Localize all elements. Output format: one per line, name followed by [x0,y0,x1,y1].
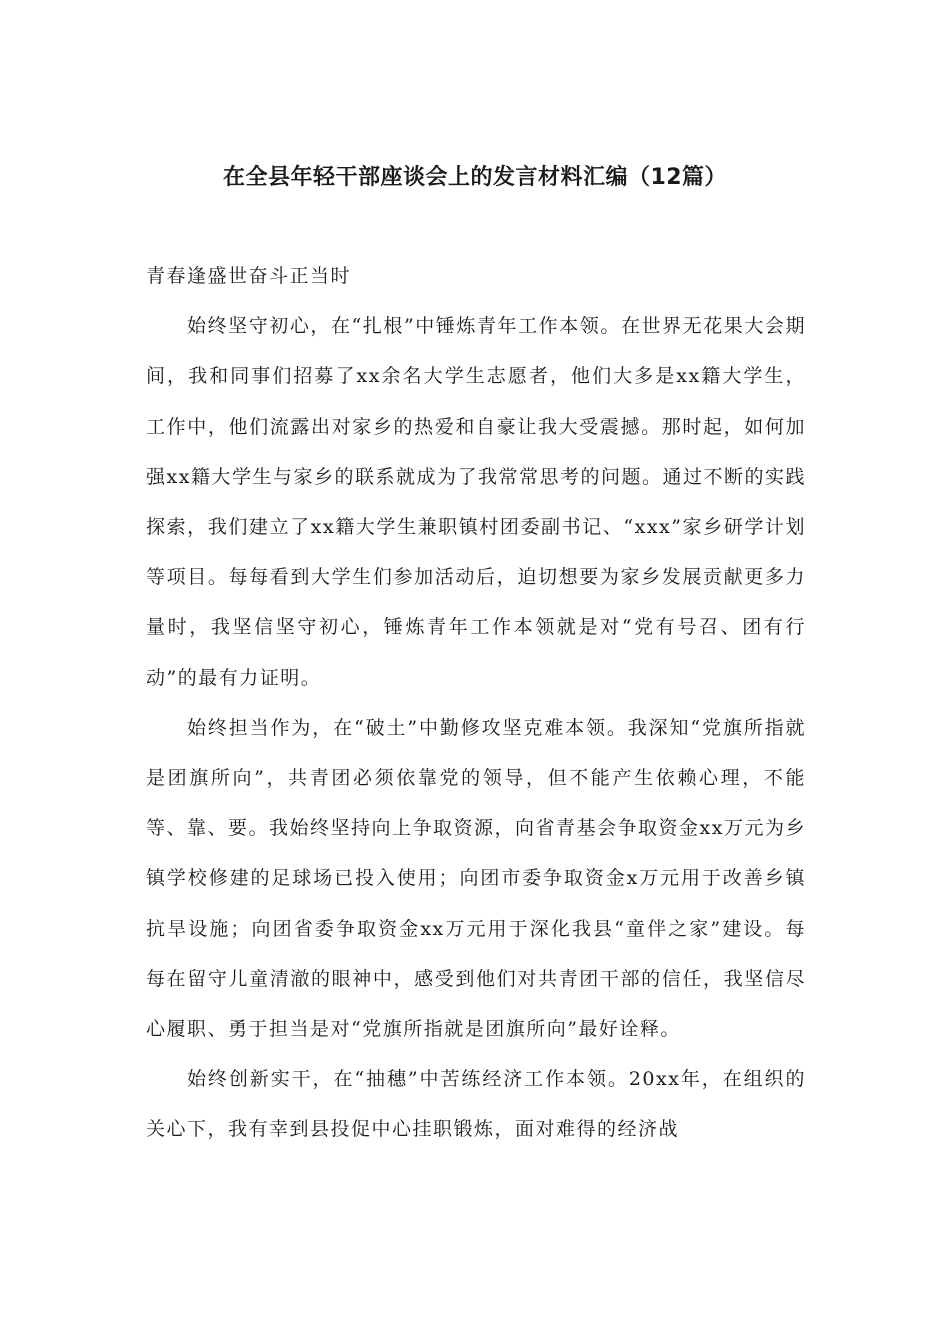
paragraph-3: 始终创新实干，在“抽穗”中苦练经济工作本领。20xx年，在组织的关心下，我有幸到县投促中心挂职锻炼，面对难得的经济战 [146,1068,806,1141]
document-title: 在全县年轻干部座谈会上的发言材料汇编（12篇） [222,165,728,190]
paragraph-1: 始终坚守初心，在“扎根”中锤炼青年工作本领。在世界无花果大会期间，我和同事们招募了xx余名大学生志愿者，他们大多是xx籍大学生，工作中，他们流露出对家乡的热爱和自豪让我大受震撼。那时起，如何加强xx籍大学生与家乡的联系就成为了我常常思考的问题。通过不断的实践探索，我们建立了xx籍大学生兼职镇村团委副书记、“xxx”家乡研学计划等项目。每每看到大学生们参加活动后，迫切想要为家乡发展贡献更多力量时，我坚信坚守初心，锤炼青年工作本领就是对“党有号召、团有行动”的最有力证明。 [146,315,806,689]
document-body [146,251,806,1155]
section-heading: 青春逢盛世奋斗正当时 [146,265,352,287]
paragraph-2: 始终担当作为，在“破土”中勤修攻坚克难本领。我深知“党旗所指就是团旗所向”，共青团必须依靠党的领导，但不能产生依赖心理，不能等、靠、要。我始终坚持向上争取资源，向省青基会争取资金xx万元为乡镇学校修建的足球场已投入使用；向团市委争取资金x万元用于改善乡镇抗旱设施；向团省委争取资金xx万元用于深化我县“童伴之家”建设。每每在留守儿童清澈的眼神中，感受到他们对共青团干部的信任，我坚信尽心履职、勇于担当是对“党旗所指就是团旗所向”最好诠释。 [146,716,806,1041]
